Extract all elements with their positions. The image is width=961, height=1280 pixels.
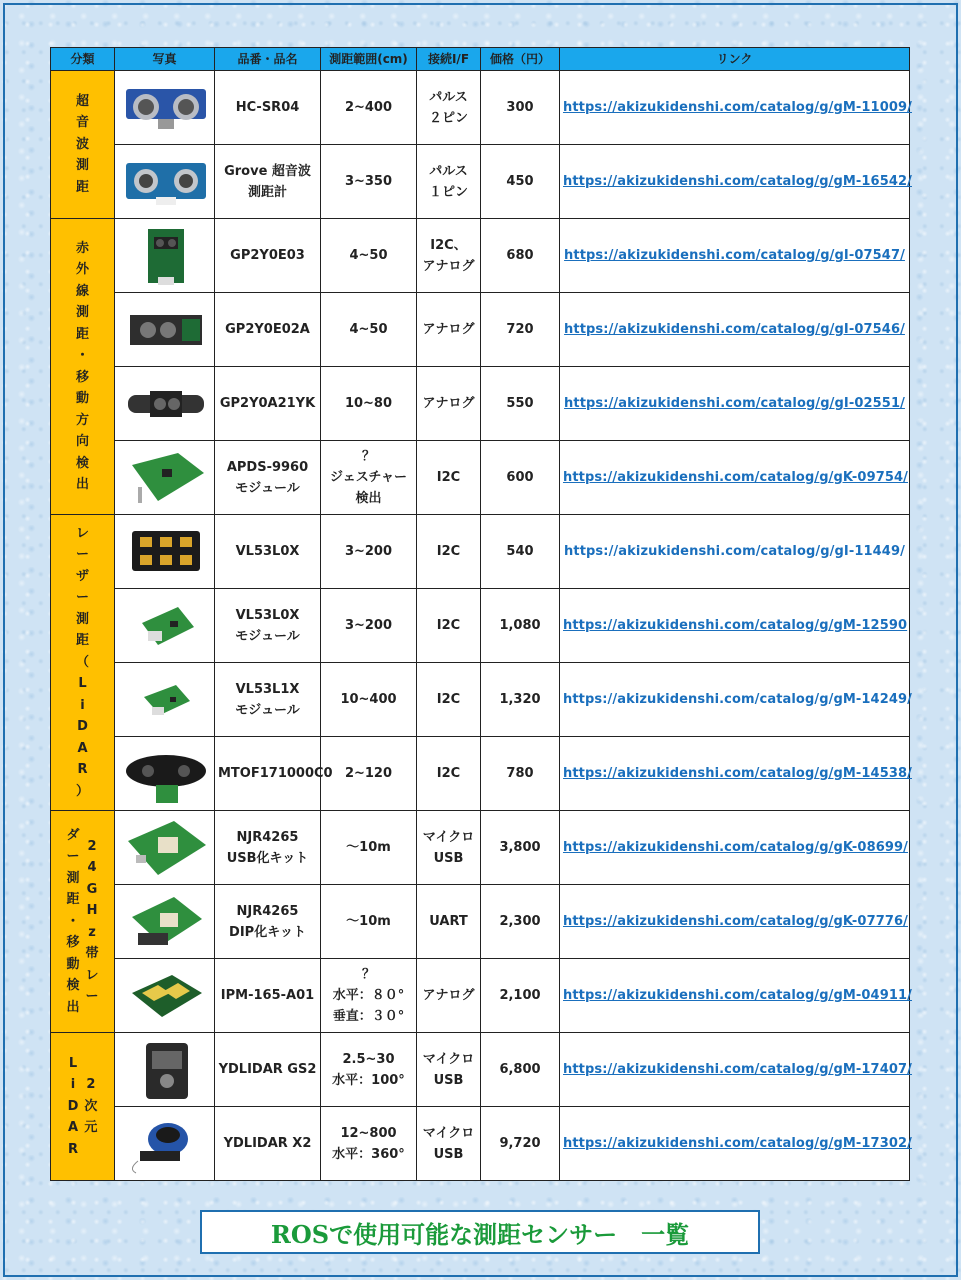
price-value [481, 885, 560, 959]
category-char: 検 [75, 455, 89, 471]
interface-value [417, 959, 481, 1033]
category-char: 検 [66, 978, 80, 994]
price-value-text: 9,720 [499, 1136, 541, 1151]
interface-value [417, 1107, 481, 1181]
price-value-text: 550 [506, 396, 534, 411]
interface-value-text: I2C [436, 544, 461, 559]
category-char: 向 [75, 434, 89, 449]
interface-value [417, 515, 481, 589]
product-link[interactable]: https://akizukidenshi.com/catalog/g/gM-17407/ [563, 1062, 912, 1077]
product-name [215, 1107, 321, 1181]
category-char: z [88, 924, 96, 940]
category-char: L [68, 1055, 78, 1071]
product-name [215, 219, 321, 293]
tof-module-image [118, 593, 214, 659]
table-row [51, 589, 910, 663]
category-char: （ [75, 654, 89, 670]
range-value-text: ～10m [346, 914, 391, 929]
interface-value [417, 367, 481, 441]
table-row [51, 811, 910, 885]
product-link[interactable]: https://akizukidenshi.com/catalog/g/gM-16542/ [563, 174, 912, 189]
product-name-text: Grove 超音波測距計 [224, 163, 311, 200]
header-range: 測距範囲(cm) [321, 48, 417, 71]
header-interface: 接続I/F [417, 48, 481, 71]
category-char: 外 [75, 262, 89, 277]
interface-value [417, 293, 481, 367]
table-row [51, 959, 910, 1033]
radar-kit-image [118, 889, 214, 955]
category-char: A [67, 1120, 79, 1136]
category-char: A [77, 740, 88, 756]
category-label-column [76, 238, 89, 496]
link-cell [560, 441, 910, 515]
range-value [321, 367, 417, 441]
price-value [481, 515, 560, 589]
category-char: 距 [75, 326, 89, 342]
range-value [321, 811, 417, 885]
table-row [51, 367, 910, 441]
link-cell [560, 811, 910, 885]
interface-value [417, 441, 481, 515]
price-value [481, 71, 560, 145]
interface-value-text: I2C [436, 618, 461, 633]
link-cell [560, 367, 910, 441]
category-char: 2 [86, 1077, 96, 1093]
category-char: ダ [66, 827, 80, 843]
category-char: 動 [75, 391, 89, 406]
link-cell [560, 589, 910, 663]
category-char: ー [66, 849, 80, 865]
range-value [321, 441, 417, 515]
product-name [215, 663, 321, 737]
photo-cell [115, 663, 215, 737]
category-char: レ [75, 525, 89, 541]
price-value-text: 600 [506, 470, 534, 485]
photo-cell [115, 885, 215, 959]
table-row [51, 293, 910, 367]
category-char: 測 [75, 611, 89, 627]
range-value-text: 2~400 [344, 100, 393, 115]
lidar-image [118, 1111, 214, 1177]
interface-value [417, 145, 481, 219]
range-value [321, 663, 417, 737]
range-value-text: 10~80 [344, 396, 393, 411]
interface-value-text: マイクロ USB [422, 1125, 475, 1162]
category-char: L [78, 676, 87, 692]
product-link[interactable]: https://akizukidenshi.com/catalog/g/gI-07547/ [564, 248, 905, 263]
table-row [51, 515, 910, 589]
category-char: 距 [75, 179, 89, 195]
product-link[interactable]: https://akizukidenshi.com/catalog/g/gK-08699/ [563, 840, 908, 855]
product-name [215, 959, 321, 1033]
range-value [321, 959, 417, 1033]
price-value [481, 589, 560, 663]
category-char: ザ [75, 568, 89, 584]
category-label-column [76, 523, 89, 803]
price-value [481, 1107, 560, 1181]
category-cell-ultrasonic [51, 71, 115, 219]
price-value-text: 780 [506, 766, 534, 781]
category-char: H [86, 903, 98, 918]
link-cell [560, 737, 910, 811]
product-link[interactable]: https://akizukidenshi.com/catalog/g/gM-04911/ [563, 988, 912, 1003]
product-name [215, 1033, 321, 1107]
category-label-column [86, 825, 99, 1019]
header-link: リンク [560, 48, 910, 71]
category-char: 方 [75, 412, 89, 428]
interface-value-text: アナログ [422, 396, 475, 411]
category-cell-lidar2d [51, 1033, 115, 1181]
category-char: 4 [87, 860, 97, 875]
product-link[interactable]: https://akizukidenshi.com/catalog/g/gI-11449/ [564, 544, 905, 559]
table-row [51, 71, 910, 145]
product-name [215, 145, 321, 219]
product-name [215, 367, 321, 441]
photo-cell [115, 1107, 215, 1181]
range-value [321, 1107, 417, 1181]
product-link[interactable]: https://akizukidenshi.com/catalog/g/gK-09754/ [563, 470, 908, 485]
range-value-text: ～10m [346, 840, 391, 855]
product-name-text: GP2Y0E03 [230, 248, 305, 263]
product-name-text: YDLIDAR X2 [223, 1136, 312, 1151]
price-value [481, 219, 560, 293]
range-value-text: 3~200 [344, 544, 393, 559]
tof-sensor-image [118, 741, 214, 807]
table-row [51, 441, 910, 515]
photo-cell [115, 1033, 215, 1107]
price-value-text: 2,100 [499, 988, 541, 1003]
interface-value-text: I2C [436, 766, 461, 781]
category-char: i [80, 697, 85, 713]
link-cell [560, 219, 910, 293]
category-char: 測 [75, 305, 89, 320]
interface-value [417, 885, 481, 959]
product-link[interactable]: https://akizukidenshi.com/catalog/g/gM-14249/ [563, 692, 912, 707]
lidar-image [118, 1037, 214, 1103]
interface-value-text: マイクロ USB [422, 829, 475, 866]
category-label-column [68, 1053, 79, 1161]
range-value [321, 293, 417, 367]
price-value-text: 300 [506, 100, 534, 115]
interface-value-text: UART [429, 914, 468, 929]
price-value [481, 737, 560, 811]
category-char: 移 [75, 369, 89, 385]
photo-cell [115, 367, 215, 441]
range-value [321, 737, 417, 811]
product-name [215, 441, 321, 515]
category-char: 超 [75, 93, 89, 109]
link-cell [560, 1033, 910, 1107]
table-row [51, 663, 910, 737]
range-value-text: 3~200 [344, 618, 393, 633]
interface-value [417, 737, 481, 811]
category-char: 元 [84, 1120, 98, 1136]
photo-cell [115, 589, 215, 663]
interface-value-text: アナログ [422, 322, 475, 337]
interface-value-text: I2C [436, 470, 461, 485]
range-value-text: 12~800 水平：360° [332, 1125, 405, 1162]
link-cell [560, 885, 910, 959]
range-value-text: 2.5~30 水平：100° [332, 1051, 405, 1088]
table-row [51, 219, 910, 293]
category-char: 帯 [85, 946, 99, 961]
link-cell [560, 145, 910, 219]
product-link[interactable]: https://akizukidenshi.com/catalog/g/gK-07776/ [563, 914, 908, 929]
interface-value [417, 71, 481, 145]
price-value [481, 367, 560, 441]
photo-cell [115, 441, 215, 515]
category-char: 出 [75, 477, 89, 492]
range-value-text: 4~50 [349, 248, 388, 263]
link-cell [560, 71, 910, 145]
product-name-text: GP2Y0E02A [225, 322, 310, 337]
category-char: R [77, 762, 88, 778]
interface-value-text: アナログ [422, 988, 475, 1003]
ultrasonic-sensor-image [118, 75, 214, 141]
link-cell [560, 1107, 910, 1181]
category-cell-radar [51, 811, 115, 1033]
header-name: 品番・品名 [215, 48, 321, 71]
range-value [321, 145, 417, 219]
category-char: 波 [75, 136, 89, 152]
link-cell [560, 959, 910, 1033]
category-char: 出 [66, 999, 80, 1015]
range-value [321, 1033, 417, 1107]
category-char: レ [85, 967, 99, 983]
photo-cell [115, 293, 215, 367]
price-value-text: 3,800 [499, 840, 541, 855]
product-name-text: VL53L0X [235, 544, 300, 559]
range-value [321, 589, 417, 663]
price-value [481, 811, 560, 885]
link-cell [560, 515, 910, 589]
product-name-text: NJR4265 DIP化キット [229, 903, 306, 940]
product-name-text: MTOF171000C0 [218, 766, 333, 781]
product-name-text: HC-SR04 [235, 100, 300, 115]
header-photo: 写真 [115, 48, 215, 71]
range-value-text: 3~350 [344, 174, 393, 189]
price-value [481, 663, 560, 737]
category-char: D [67, 1098, 79, 1114]
interface-value-text: パルス １ピン [428, 163, 468, 200]
grove-ultrasonic-image [118, 149, 214, 215]
gesture-sensor-image [118, 445, 214, 511]
interface-value [417, 811, 481, 885]
category-char: 測 [66, 870, 80, 886]
range-value-text: 4~50 [349, 322, 388, 337]
product-name [215, 515, 321, 589]
interface-value-text: I2C、 アナログ [422, 237, 475, 274]
product-link[interactable]: https://akizukidenshi.com/catalog/g/gM-17302/ [563, 1136, 912, 1151]
tof-chip-image [118, 519, 214, 585]
product-name-text: VL53L1X モジュール [235, 681, 300, 718]
category-char: ・ [66, 913, 80, 929]
product-name-text: APDS-9960 モジュール [226, 459, 309, 496]
category-label-column [76, 91, 89, 199]
price-value-text: 1,320 [499, 692, 541, 707]
page-title: ROSで使用可能な測距センサー 一覧 [200, 1210, 760, 1254]
range-value [321, 885, 417, 959]
radar-kit-image [118, 815, 214, 881]
table-row [51, 1033, 910, 1107]
category-char: 移 [66, 935, 80, 951]
category-label-column [66, 825, 79, 1019]
product-name-text: NJR4265 USB化キット [226, 829, 309, 866]
ir-sensor-image [118, 371, 214, 437]
product-link[interactable]: https://akizukidenshi.com/catalog/g/gM-12590 [563, 618, 908, 633]
product-name-text: YDLIDAR GS2 [218, 1062, 317, 1077]
category-cell-infrared [51, 219, 115, 515]
category-char: ー [85, 989, 99, 1004]
interface-value [417, 219, 481, 293]
photo-cell [115, 71, 215, 145]
interface-value-text: マイクロ USB [422, 1051, 475, 1088]
price-value-text: 6,800 [499, 1062, 541, 1077]
category-cell-laser [51, 515, 115, 811]
sensor-table [50, 47, 910, 1181]
table-row [51, 1107, 910, 1181]
price-value-text: 2,300 [499, 914, 541, 929]
photo-cell [115, 959, 215, 1033]
photo-cell [115, 515, 215, 589]
interface-value-text: パルス ２ピン [428, 89, 468, 126]
price-value-text: 540 [506, 544, 534, 559]
header-category: 分類 [51, 48, 115, 71]
category-char: 線 [75, 283, 89, 299]
product-name-text: IPM-165-A01 [220, 988, 315, 1003]
price-value-text: 680 [506, 248, 534, 263]
category-char: R [67, 1141, 78, 1157]
table-row [51, 885, 910, 959]
photo-cell [115, 219, 215, 293]
range-value [321, 219, 417, 293]
link-cell [560, 663, 910, 737]
range-value [321, 515, 417, 589]
product-link[interactable]: https://akizukidenshi.com/catalog/g/gM-14538/ [563, 766, 912, 781]
range-value-text: 10~400 [340, 692, 397, 707]
category-char: i [70, 1077, 76, 1093]
category-char: ） [75, 783, 89, 799]
category-char: 距 [75, 633, 89, 649]
link-cell [560, 293, 910, 367]
ir-sensor-image [118, 297, 214, 363]
category-char: ・ [75, 348, 89, 363]
header-row [51, 48, 910, 71]
product-name [215, 71, 321, 145]
range-value [321, 71, 417, 145]
photo-cell [115, 811, 215, 885]
header-price: 価格（円） [481, 48, 560, 71]
interface-value-text: I2C [436, 692, 461, 707]
category-char: 次 [84, 1098, 98, 1114]
product-name [215, 737, 333, 811]
photo-cell [115, 145, 215, 219]
product-name [215, 885, 321, 959]
product-name [215, 811, 321, 885]
interface-value [417, 1033, 481, 1107]
product-name-text: GP2Y0A21YK [219, 396, 316, 411]
product-link[interactable]: https://akizukidenshi.com/catalog/g/gM-11009/ [563, 100, 912, 115]
table-row [51, 145, 910, 219]
price-value [481, 145, 560, 219]
price-value [481, 441, 560, 515]
radar-module-image [118, 963, 214, 1029]
photo-cell [115, 737, 215, 811]
category-char: D [77, 719, 88, 735]
product-name-text: VL53L0X モジュール [235, 607, 300, 644]
category-char: G [86, 881, 98, 897]
ir-sensor-image [118, 223, 214, 289]
tof-module-image [118, 667, 214, 733]
range-value-text: ？ 水平：８０° 垂直：３０° [332, 967, 405, 1024]
price-value-text: 450 [506, 174, 534, 189]
price-value [481, 959, 560, 1033]
category-char: 測 [75, 158, 89, 174]
category-char: ー [75, 547, 89, 563]
category-char: 動 [66, 956, 80, 972]
category-char: 距 [66, 892, 80, 908]
category-char: 赤 [75, 240, 89, 256]
range-value-text: ？ ジェスチャー 検出 [329, 449, 408, 506]
product-link[interactable]: https://akizukidenshi.com/catalog/g/gI-02551/ [564, 396, 905, 411]
category-char: ー [75, 590, 89, 606]
price-value [481, 1033, 560, 1107]
product-link[interactable]: https://akizukidenshi.com/catalog/g/gI-07546/ [564, 322, 905, 337]
interface-value [417, 589, 481, 663]
range-value-text: 2~120 [344, 766, 393, 781]
product-name [215, 293, 321, 367]
product-name [215, 589, 321, 663]
price-value-text: 1,080 [499, 618, 541, 633]
category-char: 2 [87, 838, 97, 854]
category-char: 音 [75, 115, 89, 131]
interface-value [417, 663, 481, 737]
price-value [481, 293, 560, 367]
category-label-column [84, 1053, 97, 1161]
table-row [51, 737, 910, 811]
price-value-text: 720 [506, 322, 534, 337]
